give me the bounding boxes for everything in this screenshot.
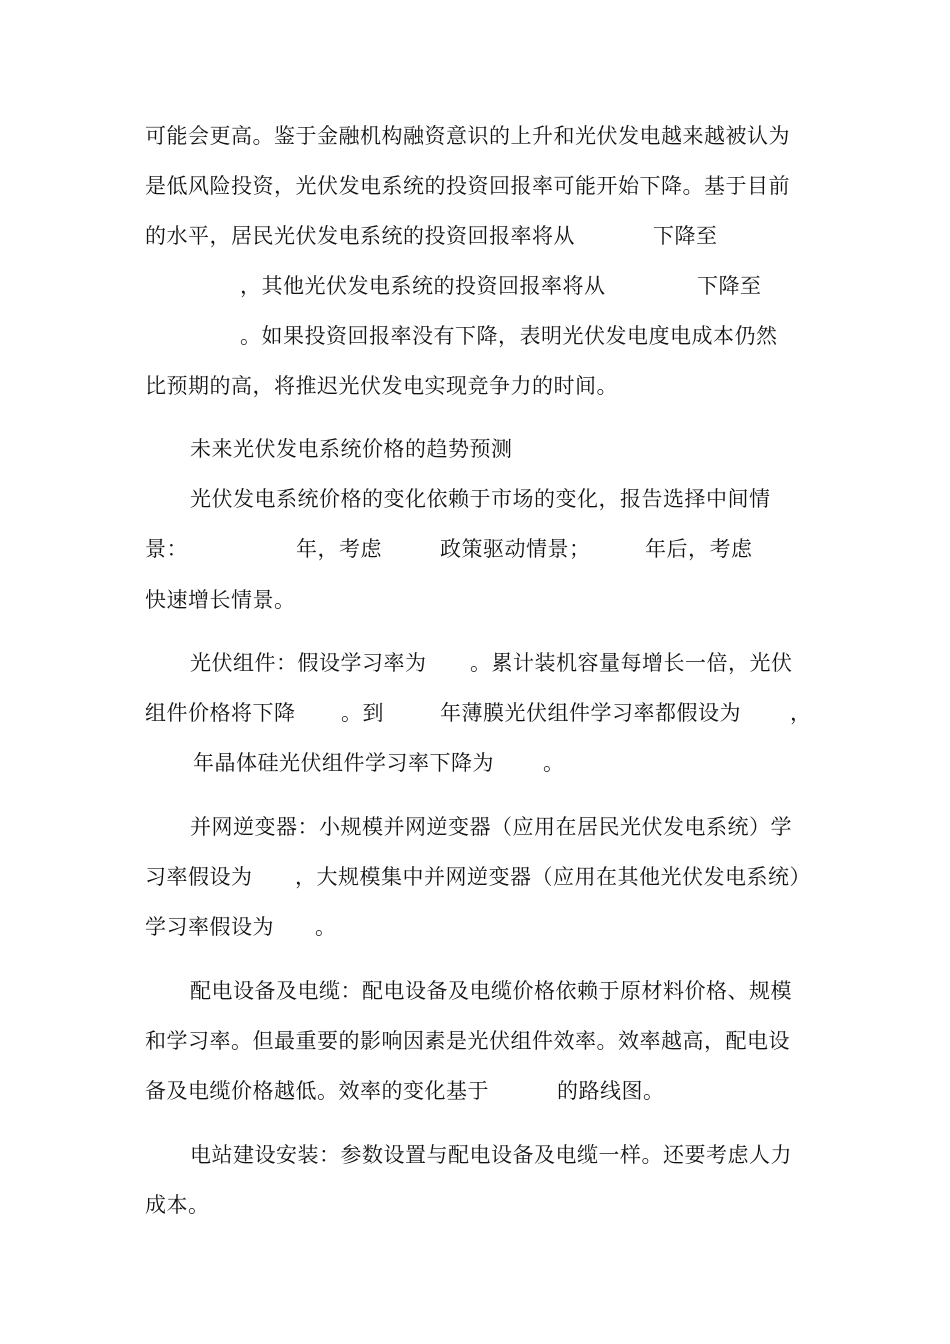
paragraph-text: 。 (315, 915, 337, 939)
paragraph-text: 下降至 (653, 224, 718, 248)
paragraph-text: 和学习率。但最重要的影响因素是光伏组件效率。效率越高，配电设 (145, 1029, 790, 1053)
paragraph-text: 成本。 (145, 1193, 210, 1217)
paragraph-text: ，大规模集中并网逆变器（应用在其他光伏发电系统） (295, 865, 811, 889)
paragraph-text: 快速增长情景。 (145, 588, 296, 612)
section-heading: 未来光伏发电系统价格的趋势预测 (190, 437, 513, 461)
paragraph-text: 电站建设安装：参数设置与配电设备及电缆一样。还要考虑人力 (190, 1143, 792, 1167)
paragraph-text: 年后，考虑 (645, 537, 753, 561)
paragraph-text: 。如果投资回报率没有下降，表明光伏发电度电成本仍然 (240, 324, 778, 348)
paragraph-text: 。 (543, 751, 565, 775)
paragraph-text: 的水平，居民光伏发电系统的投资回报率将从 (145, 224, 575, 248)
paragraph-text: ，其他光伏发电系统的投资回报率将从 (240, 274, 606, 298)
paragraph-text: 政策驱动情景； (440, 537, 591, 561)
paragraph-text: ， (790, 701, 812, 725)
paragraph-text: 组件价格将下降 (145, 701, 296, 725)
paragraph-text: 。到 (341, 701, 384, 725)
paragraph-text: 习率假设为 (145, 865, 253, 889)
paragraph-text: 是低风险投资，光伏发电系统的投资回报率可能开始下降。基于目前 (145, 174, 790, 198)
paragraph-text: 比预期的高，将推迟光伏发电实现竞争力的时间。 (145, 374, 618, 398)
paragraph-text: 年晶体硅光伏组件学习率下降为 (193, 751, 494, 775)
paragraph-text: 景： (145, 537, 188, 561)
paragraph-text: 光伏发电系统价格的变化依赖于市场的变化，报告选择中间情 (190, 487, 771, 511)
paragraph-text: 学习率假设为 (145, 915, 274, 939)
paragraph-text: 下降至 (697, 274, 762, 298)
paragraph-text: 配电设备及电缆：配电设备及电缆价格依赖于原材料价格、规模 (190, 979, 792, 1003)
paragraph-text: 。累计装机容量每增长一倍，光伏 (470, 651, 793, 675)
paragraph-text: 光伏组件：假设学习率为 (190, 651, 427, 675)
paragraph-text: 年，考虑 (296, 537, 382, 561)
paragraph-text: 年薄膜光伏组件学习率都假设为 (440, 701, 741, 725)
paragraph-text: 并网逆变器：小规模并网逆变器（应用在居民光伏发电系统）学 (190, 815, 792, 839)
paragraph-text: 的路线图。 (557, 1079, 665, 1103)
paragraph-text: 备及电缆价格越低。效率的变化基于 (145, 1079, 489, 1103)
paragraph-text: 可能会更高。鉴于金融机构融资意识的上升和光伏发电越来越被认为 (145, 124, 790, 148)
